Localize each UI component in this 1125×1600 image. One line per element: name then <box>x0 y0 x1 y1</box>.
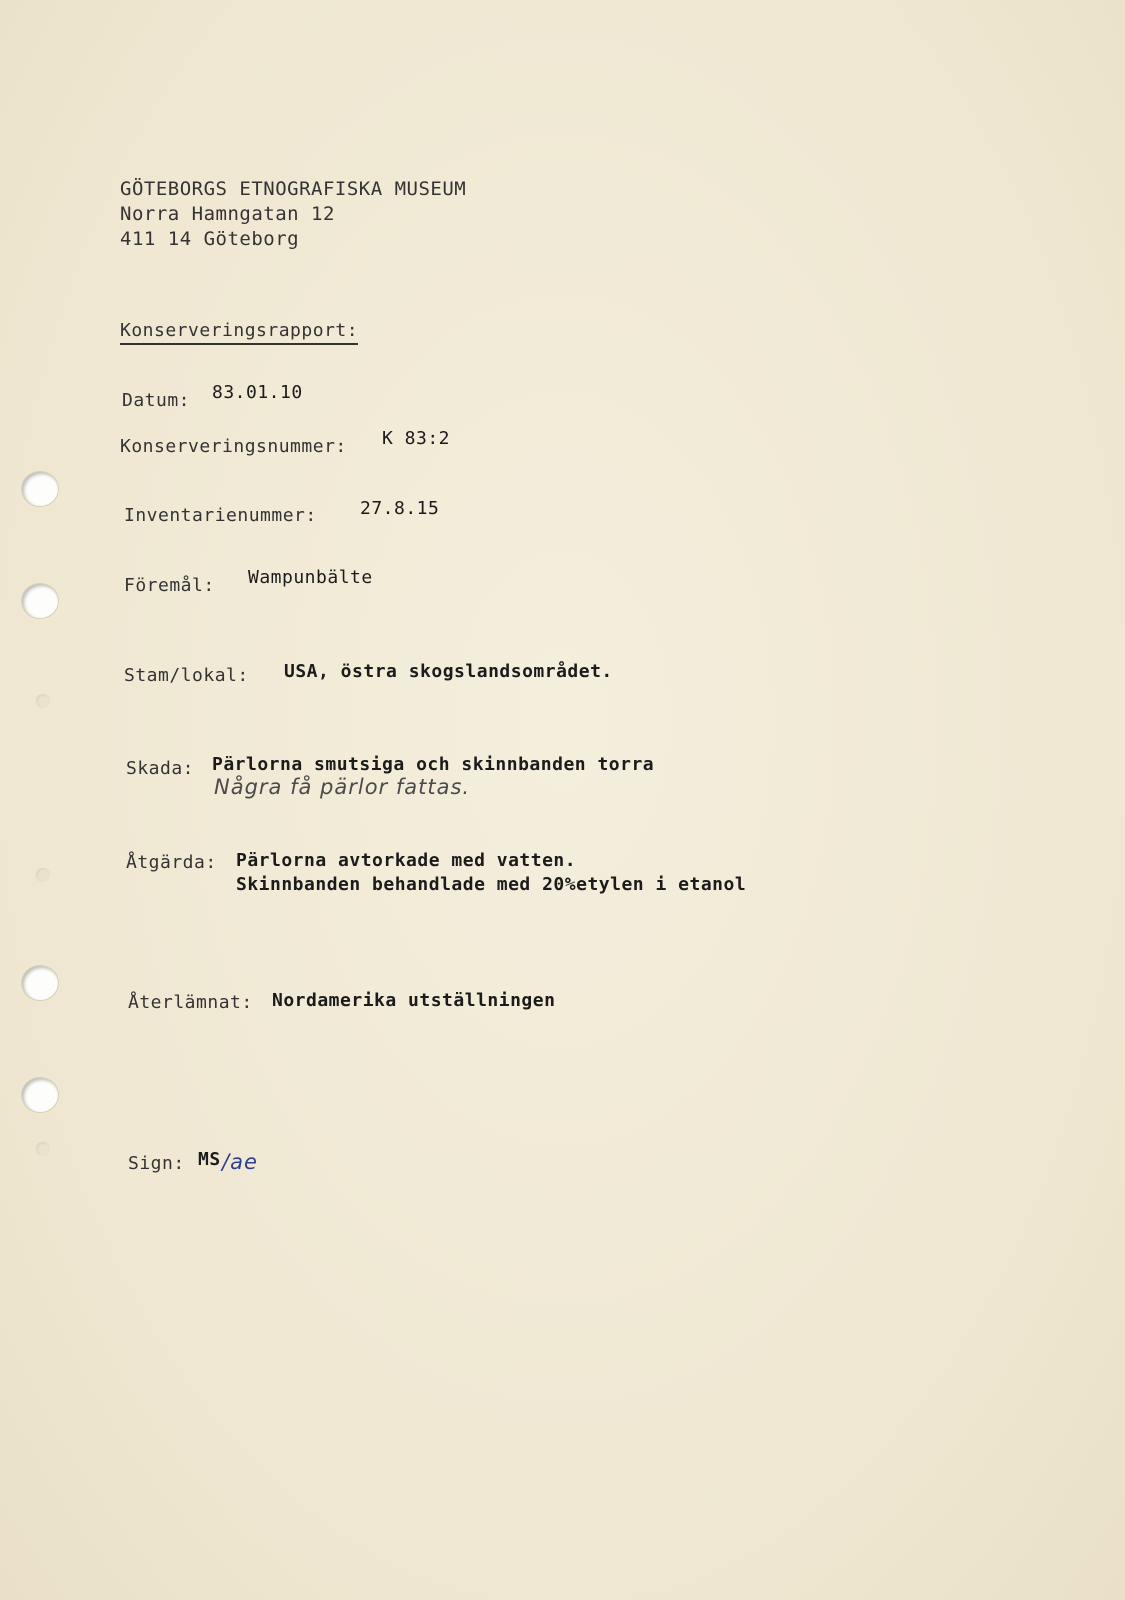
punch-hole <box>22 472 58 506</box>
inventarienummer-label: Inventarienummer: <box>124 505 317 526</box>
sign-label: Sign: <box>128 1153 185 1174</box>
handwritten-signature: /ae <box>222 1150 258 1174</box>
punch-hole <box>22 966 58 1000</box>
aterlamnat-value: Nordamerika utställningen <box>272 990 556 1011</box>
punch-dent <box>36 694 50 708</box>
skada-value: Pärlorna smutsiga och skinnbanden torra <box>212 754 655 775</box>
konserveringsnummer-label: Konserveringsnummer: <box>120 436 347 457</box>
punch-hole <box>22 584 58 618</box>
foremal-value: Wampunbälte <box>248 567 373 588</box>
report-title-text: Konserveringsrapport: <box>120 320 358 345</box>
punch-dent <box>36 1142 50 1156</box>
skada-label: Skada: <box>126 758 195 779</box>
skada-handwritten-note: Några få pärlor fattas. <box>214 775 471 799</box>
atgarda-label: Åtgärda: <box>126 852 217 873</box>
atgarda-line-2: Skinnbanden behandlade med 20%etylen i etanol <box>236 874 747 895</box>
museum-city: 411 14 Göteborg <box>120 228 300 250</box>
stam-lokal-value: USA, östra skogslandsområdet. <box>284 661 613 682</box>
museum-street: Norra Hamngatan 12 <box>120 203 335 225</box>
datum-label: Datum: <box>122 390 191 411</box>
museum-name: GÖTEBORGS ETNOGRAFISKA MUSEUM <box>120 178 467 200</box>
report-title <box>120 320 358 341</box>
aterlamnat-label: Återlämnat: <box>128 992 253 1013</box>
foremal-label: Föremål: <box>124 575 215 596</box>
datum-value: 83.01.10 <box>212 382 303 403</box>
punch-dent <box>36 868 50 882</box>
konserveringsnummer-value: K 83:2 <box>382 428 451 449</box>
atgarda-line-1: Pärlorna avtorkade med vatten. <box>236 850 577 871</box>
sign-value: MS <box>198 1149 221 1170</box>
inventarienummer-value: 27.8.15 <box>360 498 440 519</box>
punch-hole <box>22 1078 58 1112</box>
stam-lokal-label: Stam/lokal: <box>124 665 249 686</box>
